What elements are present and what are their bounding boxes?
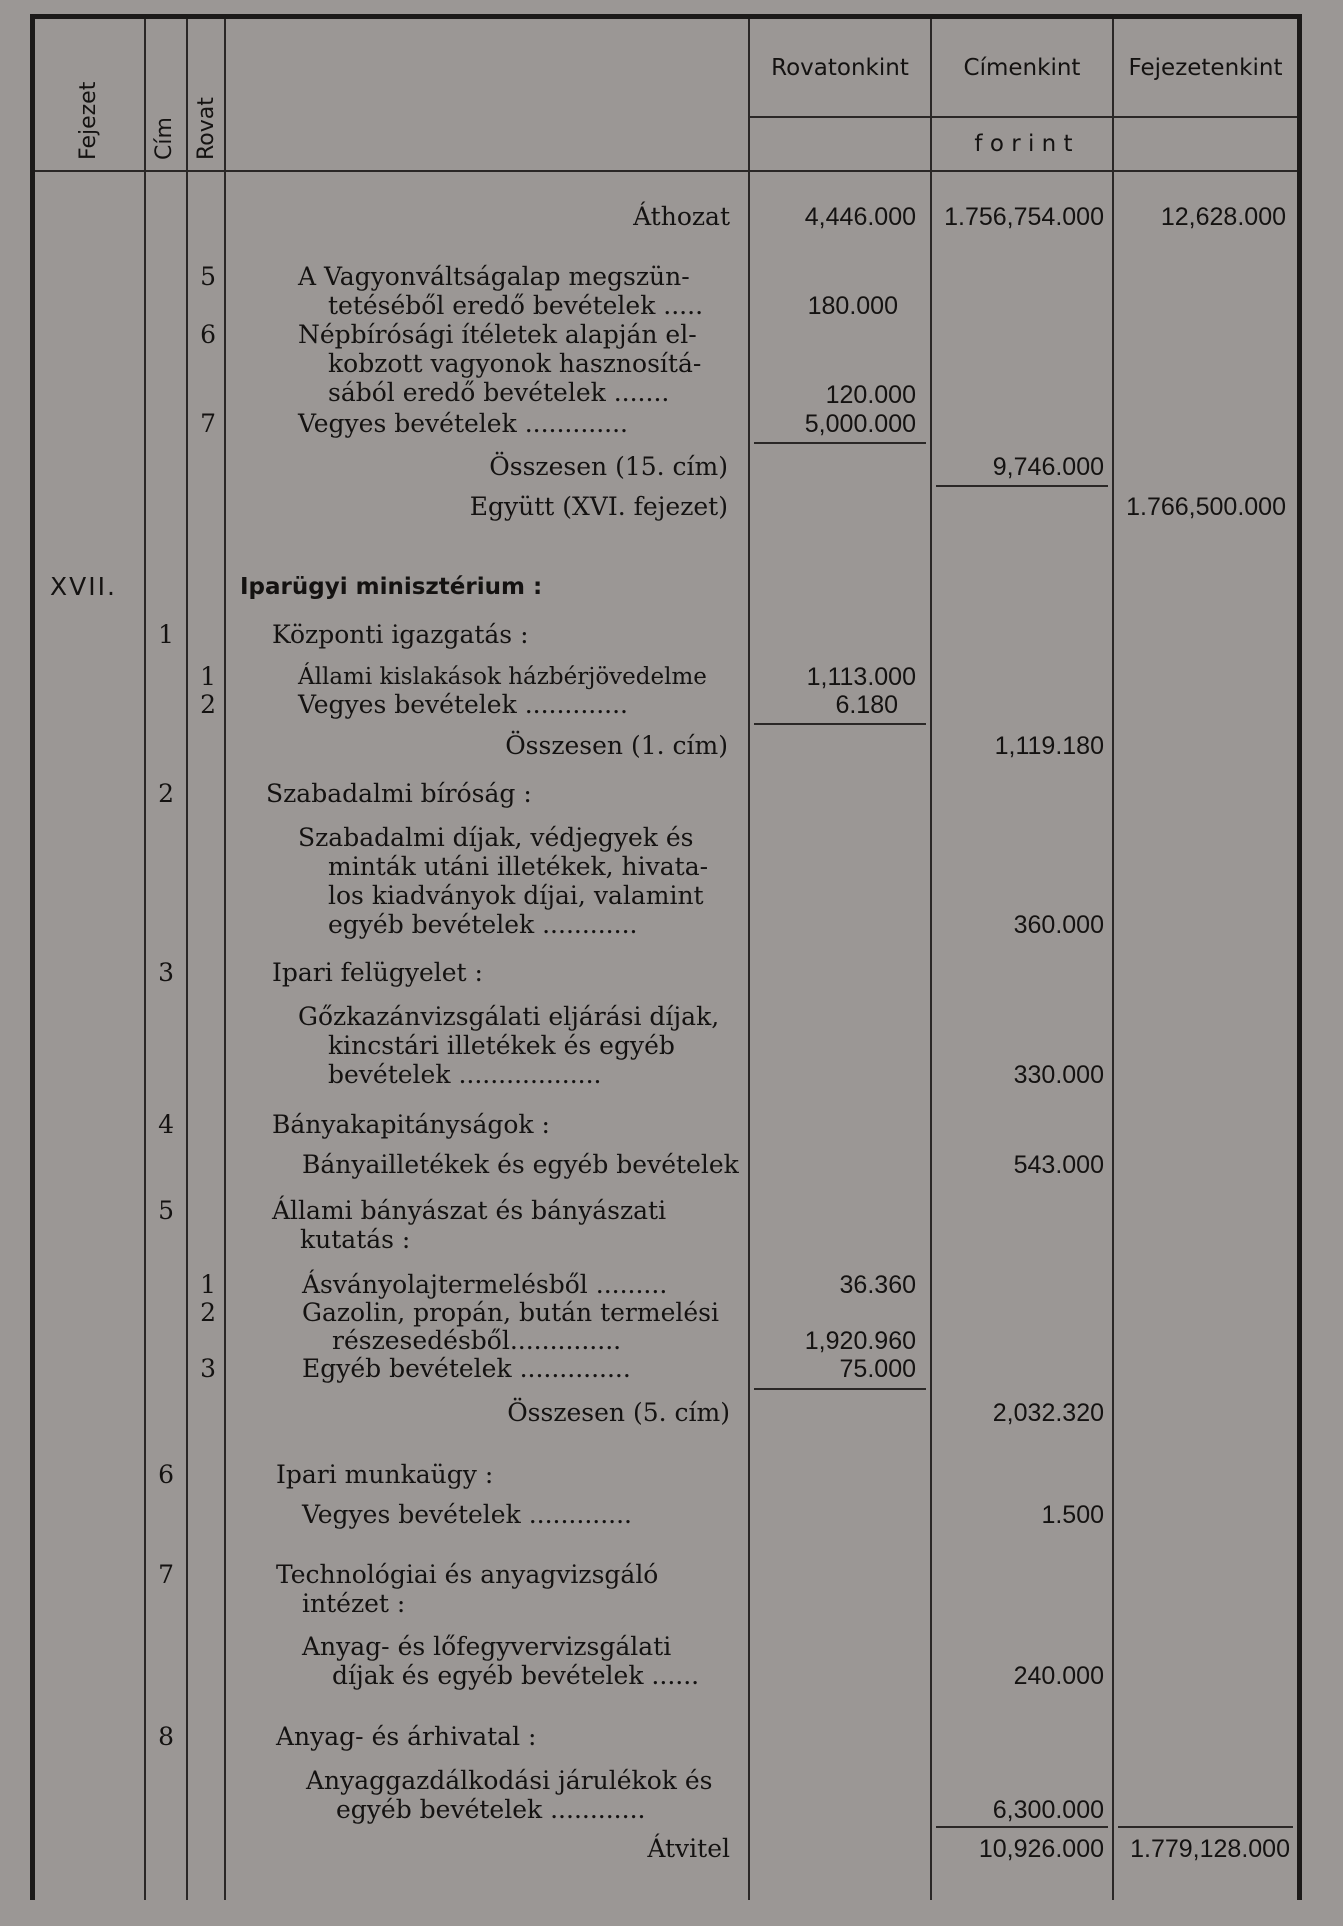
r6-rov: 120.000 bbox=[825, 381, 916, 409]
rule-15-rov bbox=[754, 442, 926, 444]
c8-line1: Anyaggazdálkodási járulékok és bbox=[306, 1766, 713, 1795]
header-rovat: Rovat bbox=[194, 97, 219, 160]
col-line-cimenk bbox=[1112, 19, 1114, 1900]
c5-label1: Állami bányászat és bányászati bbox=[272, 1196, 667, 1225]
c5r3-rovat: 3 bbox=[200, 1354, 216, 1383]
rule-1-rov bbox=[754, 723, 926, 725]
c1r2-label: Vegyes bevételek ............. bbox=[298, 690, 629, 719]
c2-line4: egyéb bevételek ............ bbox=[328, 910, 638, 939]
athozat-label: Áthozat bbox=[633, 202, 730, 231]
c5-label2: kutatás : bbox=[300, 1225, 411, 1254]
osszesen5-cim: 2,032.320 bbox=[992, 1399, 1104, 1427]
header-cimenkint: Címenkint bbox=[963, 55, 1081, 81]
atvitel-fej: 1.779,128.000 bbox=[1130, 1835, 1290, 1863]
frame-right bbox=[1297, 14, 1302, 1900]
r5-rov: 180.000 bbox=[807, 292, 898, 320]
c5r2-line1: Gazolin, propán, bután termelési bbox=[302, 1298, 720, 1327]
c3-line3: bevételek .................. bbox=[328, 1060, 602, 1089]
athozat-rov: 4,446.000 bbox=[804, 203, 916, 231]
c5r1-label: Ásványolajtermelésből ......... bbox=[302, 1270, 668, 1299]
osszesen15-label: Összesen (15. cím) bbox=[489, 452, 728, 481]
c1-cim: 1 bbox=[158, 620, 174, 649]
atvitel-label: Átvitel bbox=[647, 1834, 730, 1863]
col-line-fejezet bbox=[144, 19, 146, 1900]
rule-8-cim bbox=[936, 1826, 1108, 1828]
c7-label1: Technológiai és anyagvizsgáló bbox=[276, 1560, 659, 1589]
c1r2-rov: 6.180 bbox=[835, 691, 898, 719]
c7-label2: intézet : bbox=[302, 1589, 406, 1618]
athozat-cim: 1.756,754.000 bbox=[944, 203, 1104, 231]
osszesen1-cim: 1,119.180 bbox=[994, 732, 1104, 760]
r6-rovat: 6 bbox=[200, 320, 216, 349]
c3-cimval: 330.000 bbox=[1013, 1061, 1104, 1089]
c1r2-rovat: 2 bbox=[200, 690, 216, 719]
c3-cim: 3 bbox=[158, 958, 174, 987]
egyutt16-label: Együtt (XVI. fejezet) bbox=[469, 492, 728, 521]
osszesen1-label: Összesen (1. cím) bbox=[505, 731, 728, 760]
c7-cimval: 240.000 bbox=[1013, 1662, 1104, 1690]
col-line-rov bbox=[930, 19, 932, 1900]
c5r3-rov: 75.000 bbox=[839, 1355, 916, 1383]
r7-rovat: 7 bbox=[200, 409, 216, 438]
r6-line2: kobzott vagyonok hasznosítá- bbox=[328, 349, 702, 378]
c2-cim: 2 bbox=[158, 779, 174, 808]
header-bottom-line bbox=[35, 170, 1297, 172]
c1-label: Központi igazgatás : bbox=[272, 620, 529, 649]
c5-cim: 5 bbox=[158, 1196, 174, 1225]
c6-cimval: 1.500 bbox=[1041, 1501, 1104, 1529]
c8-label: Anyag- és árhivatal : bbox=[276, 1722, 537, 1751]
c7-line2: díjak és egyéb bevételek ...... bbox=[332, 1661, 700, 1690]
col-line-rovat bbox=[224, 19, 226, 1900]
frame-left bbox=[30, 14, 35, 1900]
c2-line2: minták utáni illetékek, hivata- bbox=[328, 852, 709, 881]
r5-rovat: 5 bbox=[200, 262, 216, 291]
rule-16-cim bbox=[936, 485, 1108, 487]
r5-line2: tetéséből eredő bevételek ..... bbox=[328, 291, 704, 320]
c3-line2: kincstári illetékek és egyéb bbox=[328, 1031, 675, 1060]
xvii-label: Iparügyi minisztérium : bbox=[240, 574, 543, 600]
c5r2-rov: 1,920.960 bbox=[804, 1327, 916, 1355]
c6-label: Ipari munkaügy : bbox=[276, 1460, 494, 1489]
r7-label: Vegyes bevételek ............. bbox=[298, 409, 629, 438]
c4-label: Bányakapitányságok : bbox=[272, 1110, 550, 1139]
header-rovatonkint: Rovatonkint bbox=[771, 55, 909, 81]
header-sub-line bbox=[750, 116, 1297, 118]
r6-line1: Népbírósági ítéletek alapján el- bbox=[298, 320, 697, 349]
c2-line1: Szabadalmi díjak, védjegyek és bbox=[298, 823, 694, 852]
egyutt16-fej: 1.766,500.000 bbox=[1126, 493, 1286, 521]
c2-cimval: 360.000 bbox=[1013, 911, 1104, 939]
c6-cim: 6 bbox=[158, 1460, 174, 1489]
rule-5-rov bbox=[754, 1388, 926, 1390]
header-cim: Cím bbox=[152, 117, 177, 160]
c2-label: Szabadalmi bíróság : bbox=[266, 779, 532, 808]
c1r1-label: Állami kislakások házbérjövedelme bbox=[298, 664, 707, 690]
c5r3-label: Egyéb bevételek .............. bbox=[302, 1354, 631, 1383]
c8-cimval: 6,300.000 bbox=[992, 1796, 1104, 1824]
c2-line3: los kiadványok díjai, valamint bbox=[328, 881, 704, 910]
c1r1-rovat: 1 bbox=[200, 662, 216, 691]
r7-rov: 5,000.000 bbox=[804, 410, 916, 438]
c1r1-rov: 1,113.000 bbox=[806, 663, 916, 691]
xvii-fejezet: XVII. bbox=[50, 572, 117, 601]
atvitel-cim: 10,926.000 bbox=[978, 1835, 1104, 1863]
c5r2-line2: részesedésből.............. bbox=[332, 1326, 622, 1355]
c5r1-rovat: 1 bbox=[200, 1270, 216, 1299]
c5r2-rovat: 2 bbox=[200, 1298, 216, 1327]
c7-line1: Anyag- és lőfegyvervizsgálati bbox=[302, 1632, 672, 1661]
header-unit: f o r i n t bbox=[974, 131, 1073, 157]
c4-cimval: 543.000 bbox=[1013, 1151, 1104, 1179]
header-fejezet: Fejezet bbox=[76, 81, 101, 160]
osszesen15-cim: 9,746.000 bbox=[992, 453, 1104, 481]
athozat-fej: 12,628.000 bbox=[1160, 203, 1286, 231]
header-fejezetenkint: Fejezetenkint bbox=[1128, 55, 1283, 81]
rule-8-fej bbox=[1118, 1826, 1293, 1828]
c3-line1: Gőzkazánvizsgálati eljárási díjak, bbox=[298, 1002, 720, 1031]
c4-cim: 4 bbox=[158, 1110, 174, 1139]
c8-cim: 8 bbox=[158, 1722, 174, 1751]
r5-line1: A Vagyonváltságalap megszün- bbox=[298, 262, 690, 291]
c5r1-rov: 36.360 bbox=[839, 1271, 916, 1299]
r6-line3: sából eredő bevételek ....... bbox=[328, 378, 670, 407]
col-line-cim bbox=[186, 19, 188, 1900]
c6-line1: Vegyes bevételek ............. bbox=[302, 1500, 633, 1529]
c4-line1: Bányailletékek és egyéb bevételek bbox=[302, 1150, 739, 1179]
c8-line2: egyéb bevételek ............ bbox=[336, 1795, 646, 1824]
c7-cim: 7 bbox=[158, 1560, 174, 1589]
c3-label: Ipari felügyelet : bbox=[272, 958, 483, 987]
osszesen5-label: Összesen (5. cím) bbox=[507, 1398, 730, 1427]
